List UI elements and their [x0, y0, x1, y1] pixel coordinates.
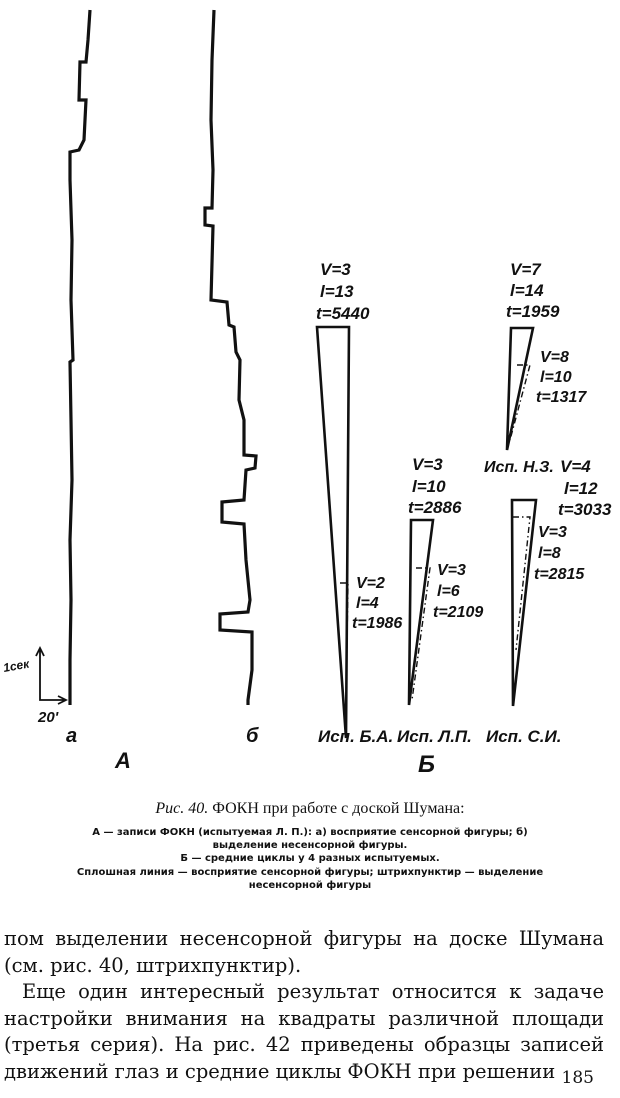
- scale-marker: [36, 648, 66, 704]
- value-v: V=3: [538, 524, 567, 541]
- subject-nz-solid-values: [506, 260, 560, 321]
- value-v: V=3: [437, 562, 466, 579]
- value-v: V=3: [320, 260, 351, 279]
- value-l: l=10: [540, 369, 572, 386]
- subject-nz-dashed-values: [536, 349, 587, 406]
- triangle-dashed-nz: [510, 365, 530, 440]
- value-l: l=6: [437, 583, 460, 600]
- triangle-solid-ba: [317, 327, 349, 738]
- subject-ba-dashed-values: [352, 575, 402, 632]
- value-l: l=12: [564, 479, 598, 498]
- triangle-dashed-lp: [412, 568, 430, 700]
- value-t: t=5440: [316, 304, 370, 323]
- value-t: t=2886: [408, 498, 462, 517]
- value-l: l=13: [320, 282, 354, 301]
- body-text: [4, 926, 604, 1085]
- value-v: V=8: [540, 349, 569, 366]
- value-v: V=2: [356, 575, 385, 592]
- value-v: V=7: [510, 260, 541, 279]
- trace-a-line: [70, 10, 90, 705]
- caption-line-b: Б — средние циклы у 4 разных испытуемых.: [180, 853, 440, 864]
- triangle-solid-si: [512, 500, 536, 706]
- figure-number: Рис. 40.: [155, 800, 209, 817]
- cycle-triangles: [317, 327, 536, 738]
- paragraph: Еще один интересный результат относится к задаче настройки внимания на квадраты различной площади (третья серия). На рис. 42 приведены образцы записей движений глаз и средние циклы ФОКН при решении: [4, 980, 604, 1083]
- page-number: 185: [561, 1068, 594, 1088]
- value-t: t=2815: [534, 566, 585, 583]
- scale-vertical-label: 1сек: [2, 656, 31, 675]
- part-b-label: Б: [418, 751, 435, 778]
- subject-lp-dashed-values: [433, 562, 483, 621]
- value-t: t=1317: [536, 389, 587, 406]
- part-a-label: А: [115, 748, 131, 773]
- value-l: l=10: [412, 477, 446, 496]
- trace-b-label: б: [246, 725, 259, 747]
- subject-si-name: Исп. С.И.: [486, 727, 562, 746]
- value-t: t=1959: [506, 302, 560, 321]
- triangle-solid-nz: [507, 328, 533, 450]
- paragraph-continuation: пом выделении несенсорной фигуры на доске Шумана (см. рис. 40, штрихпунктир).: [4, 927, 604, 977]
- value-t: t=3033: [558, 500, 612, 519]
- scale-horizontal-label: 20': [38, 709, 59, 726]
- value-t: t=1986: [352, 615, 403, 632]
- subject-lp-name: Исп. Л.П.: [397, 727, 472, 746]
- value-l: l=8: [538, 545, 561, 562]
- trace-a-label: а: [66, 725, 78, 747]
- subject-ba-solid-values: [316, 260, 370, 323]
- value-l: l=4: [356, 595, 379, 612]
- subject-si-solid-values: [558, 457, 612, 519]
- subject-nz-name: Исп. Н.З.: [484, 459, 554, 476]
- value-v: V=4: [560, 457, 591, 476]
- caption-line-a: А — записи ФОКН (испытуемая Л. П.): а) восприятие сенсорной фигуры; б) выделение несенсорной фигуры.: [92, 827, 528, 851]
- value-l: l=14: [510, 281, 544, 300]
- figure-caption-title: [20, 800, 600, 818]
- subject-lp-solid-values: [408, 455, 462, 517]
- trace-b-line: [205, 10, 256, 705]
- subject-ba-name: Исп. Б.А.: [318, 727, 394, 746]
- triangle-solid-lp: [409, 520, 433, 705]
- value-v: V=3: [412, 455, 443, 474]
- caption-title-text: ФОКН при работе с доской Шумана:: [212, 800, 465, 817]
- caption-line-c: Сплошная линия — восприятие сенсорной фигуры; штрихпунктир — выделение несенсорной фигуры: [76, 867, 544, 891]
- subject-si-dashed-values: [534, 524, 585, 583]
- value-t: t=2109: [433, 604, 484, 621]
